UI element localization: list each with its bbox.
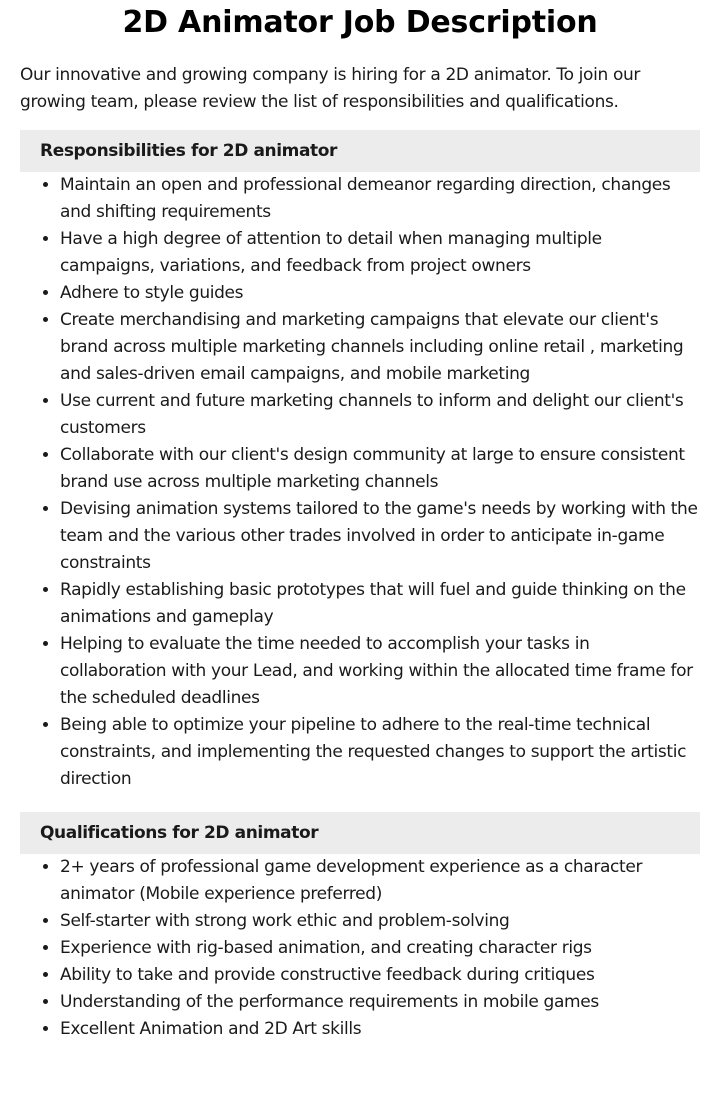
list-item: • Self-starter with strong work ethic and problem-solving [60, 908, 700, 935]
list-item: • Maintain an open and professional demeanor regarding direction, changes and shifting requirements [60, 172, 700, 226]
qualifications-list [20, 854, 700, 1043]
list-item: • Collaborate with our client's design community at large to ensure consistent brand use across multiple marketing channels [60, 442, 700, 496]
list-item: • Rapidly establishing basic prototypes that will fuel and guide thinking on the animations and gameplay [60, 577, 700, 631]
page-title: 2D Animator Job Description [122, 5, 598, 40]
list-item: • Being able to optimize your pipeline to adhere to the real-time technical constraints, and implementing the requested changes to support the artistic direction [60, 712, 700, 793]
list-item: • Use current and future marketing channels to inform and delight our client's customers [60, 388, 700, 442]
list-item: • Experience with rig-based animation, and creating character rigs [60, 935, 700, 962]
responsibilities-list [20, 172, 700, 793]
list-item: • Helping to evaluate the time needed to accomplish your tasks in collaboration with your Lead, and working within the allocated time frame for the scheduled deadlines [60, 631, 700, 712]
list-item: • Adhere to style guides [60, 280, 700, 307]
list-item: • Have a high degree of attention to detail when managing multiple campaigns, variations, and feedback from project owners [60, 226, 700, 280]
qualifications-heading: Qualifications for 2D animator [20, 812, 700, 854]
list-item: • Devising animation systems tailored to the game's needs by working with the team and the various other trades involved in order to anticipate in-game constraints [60, 496, 700, 577]
list-item: • 2+ years of professional game development experience as a character animator (Mobile experience preferred) [60, 854, 700, 908]
responsibilities-heading: Responsibilities for 2D animator [20, 130, 700, 172]
list-item: • Understanding of the performance requirements in mobile games [60, 989, 700, 1016]
list-item: • Ability to take and provide constructive feedback during critiques [60, 962, 700, 989]
intro-paragraph: Our innovative and growing company is hiring for a 2D animator. To join our growing team, please review the list of responsibilities and qualifications. [20, 65, 641, 112]
list-item: • Excellent Animation and 2D Art skills [60, 1016, 700, 1043]
list-item: • Create merchandising and marketing campaigns that elevate our client's brand across multiple marketing channels including online retail , marketing and sales-driven email campaigns, and mobile marketing [60, 307, 700, 388]
